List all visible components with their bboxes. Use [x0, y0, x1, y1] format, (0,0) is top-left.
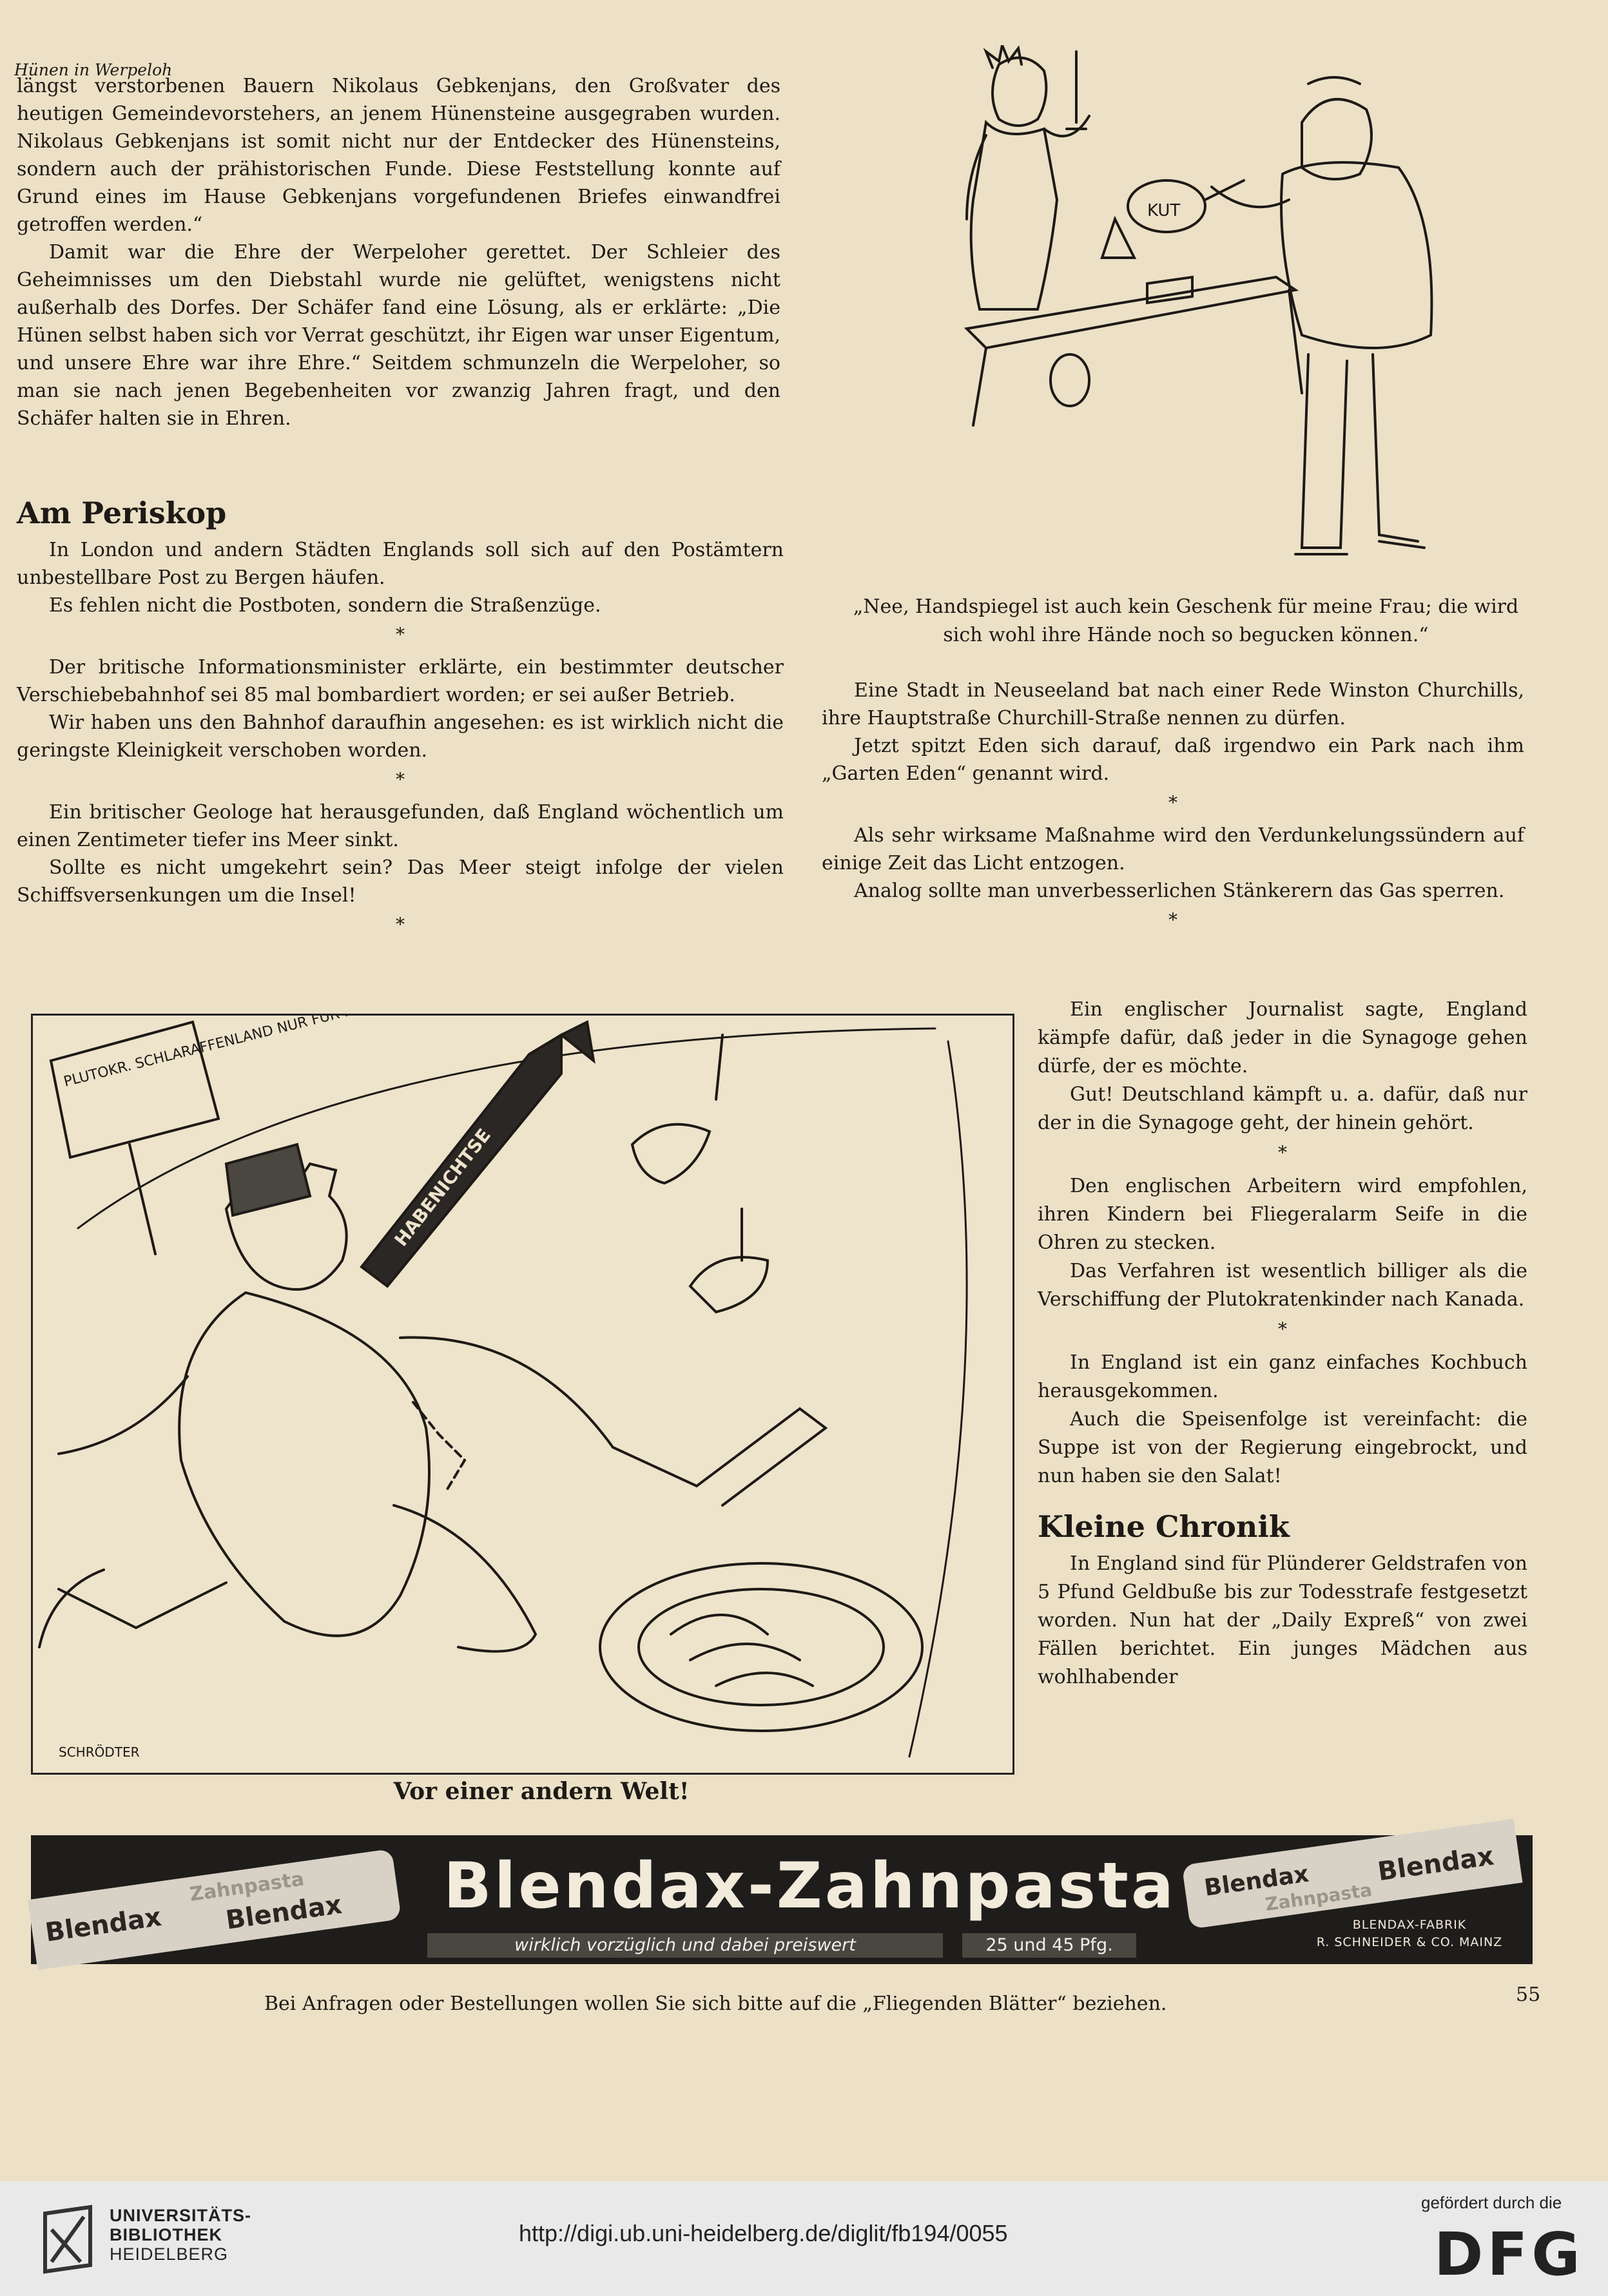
joke-paragraph: Der britische Informationsminister erklärte, ein bestimmter deutscher Verschiebebahnhof sei 85 mal bombardiert worden; er sei außer Betrieb.: [17, 656, 784, 706]
ad-title: Blendax-Zahnpasta: [443, 1849, 1177, 1923]
university-name[interactable]: [110, 2206, 251, 2264]
blendax-advertisement: [31, 1835, 1533, 1964]
story-continuation: [17, 72, 780, 432]
joke-paragraph: In England ist ein ganz einfaches Kochbuch herausgekommen.: [1038, 1351, 1527, 1402]
separator-asterisk: *: [1278, 1318, 1287, 1340]
joke-paragraph: Sollte es nicht umgekehrt sein? Das Meer steigt infolge der vielen Schiffsversenkungen um die Insel!: [17, 856, 784, 907]
tube-brand: Blendax: [224, 1889, 344, 1936]
footer-note: Bei Anfragen oder Bestellungen wollen Sie sich bitte auf die „Fliegenden Blätter“ beziehen.: [264, 1992, 1167, 2015]
separator-asterisk: *: [1168, 909, 1177, 931]
joke-paragraph: Das Verfahren ist wesentlich billiger als die Verschiffung der Plutokratenkinder nach Kanada.: [1038, 1260, 1527, 1311]
ad-subtitle: wirklich vorzüglich und dabei preiswert: [427, 1933, 943, 1958]
university-line: BIBLIOTHEK: [110, 2225, 222, 2244]
tube-word: Zahnpasta: [188, 1867, 306, 1906]
tube-brand: Blendax: [43, 1902, 164, 1948]
joke-paragraph: Als sehr wirksame Maßnahme wird den Verdunkelungssündern auf einige Zeit das Licht entzogen.: [822, 824, 1524, 874]
shop-cartoon-illustration: [838, 45, 1521, 586]
toothpaste-tube-right: [1182, 1818, 1523, 1929]
plutocrat-cartoon: [31, 1014, 1014, 1775]
tube-brand: Blendax: [1203, 1860, 1311, 1902]
dfg-logo[interactable]: DFG: [1434, 2220, 1584, 2289]
plutocrat-sign-text: PLUTOKR. SCHLARAFFENLAND NUR FÜR HABENDE: [62, 1016, 413, 1090]
separator-asterisk: *: [396, 624, 405, 645]
chronik-paragraph: In England sind für Plünderer Geldstrafen von 5 Pfund Geldbuße bis zur Todesstrafe festgesetzt worden. Nun hat der „Daily Expreß“ von zwei Fällen berichtet. Ein junges Mädchen aus wohlhabender: [1038, 1552, 1527, 1688]
right-narrow-column: [1038, 996, 1527, 1692]
joke-paragraph: Es fehlen nicht die Postboten, sondern die Straßenzüge.: [49, 594, 601, 617]
university-line: UNIVERSITÄTS-: [110, 2206, 252, 2225]
story-paragraph: längst verstorbenen Bauern Nikolaus Gebkenjans, den Großvater des heutigen Gemeindevorstehers, an jenem Hünensteine ausgegraben wurden. Nikolaus Gebkenjans ist somit nicht nur der Entdecker des Hünensteins, sondern auch der prähistorischen Funde. Diese Feststellung konnte auf Grund eines im Hause Gebkenjans vorgefundenen Briefes einwandfrei getroffen werden.“: [17, 75, 780, 236]
separator-asterisk: *: [396, 769, 405, 790]
joke-paragraph: Ein englischer Journalist sagte, England kämpfe dafür, daß jeder in die Synagoge gehen dürfe, der es möchte.: [1038, 998, 1527, 1077]
separator-asterisk: *: [1278, 1142, 1287, 1163]
joke-paragraph: Den englischen Arbeitern wird empfohlen, ihren Kindern bei Fliegeralarm Seife in die Ohren zu stecken.: [1038, 1175, 1527, 1254]
joke-paragraph: Jetzt spitzt Eden sich darauf, daß irgendwo ein Park nach ihm „Garten Eden“ genannt wird.: [822, 735, 1524, 785]
story-paragraph: Damit war die Ehre der Werpeloher gerettet. Der Schleier des Geheimnisses um den Diebstahl wurde nie gelüftet, wenigstens nicht außerhalb des Dorfes. Der Schäfer fand eine Lösung, als er erklärte: „Die Hünen selbst haben sich vor Verrat geschützt, ihr Eigen war unser Eigentum, und unsere Ehre war ihre Ehre.“ Seitdem schmunzeln die Werpeloher, so man sie nach jenen Begebenheiten vor zwanzig Jahren fragt, und den Schäfer halten sie in Ehren.: [17, 241, 780, 430]
shop-cartoon-caption: „Nee, Handspiegel ist auch kein Geschenk für meine Frau; die wird sich wohl ihre Hände noch so begucken können.“: [853, 595, 1519, 646]
joke-paragraph: Eine Stadt in Neuseeland bat nach einer Rede Winston Churchills, ihre Hauptstraße Churchill-Straße nennen zu dürfen.: [822, 679, 1524, 729]
running-head: Hünen in Werpeloh: [14, 61, 173, 79]
ad-price: 25 und 45 Pfg.: [962, 1933, 1136, 1958]
joke-paragraph: Wir haben uns den Bahnhof daraufhin angesehen: es ist wirklich nicht die geringste Kleinigkeit verschoben worden.: [17, 711, 784, 762]
toothpaste-tube-left: [28, 1849, 402, 1970]
funded-by-label: gefördert durch die: [1421, 2193, 1562, 2212]
section-heading-chronik: Kleine Chronik: [1038, 1509, 1290, 1544]
separator-asterisk: *: [396, 914, 405, 935]
plutocrat-cartoon-illustration: [33, 1016, 1012, 1773]
library-footer-bar: [0, 2181, 1608, 2296]
maker-line: R. SCHNEIDER & CO. MAINZ: [1316, 1935, 1503, 1949]
joke-paragraph: Auch die Speisenfolge ist vereinfacht: die Suppe ist von der Regierung eingebrockt, und nun haben sie den Salat!: [1038, 1408, 1527, 1487]
permalink-url[interactable]: http://digi.ub.uni-heidelberg.de/diglit/fb194/0055: [519, 2220, 1008, 2246]
bomb-label: HABENICHTSE: [390, 1124, 496, 1251]
university-line: HEIDELBERG: [110, 2244, 229, 2264]
tube-brand: Blendax: [1375, 1841, 1496, 1887]
university-seal-icon: [39, 2201, 97, 2278]
maker-line: BLENDAX-FABRIK: [1352, 1918, 1467, 1932]
periskop-column: [17, 496, 784, 943]
joke-paragraph: Gut! Deutschland kämpft u. a. dafür, daß nur der in die Synagoge geht, der hinein gehört.: [1038, 1083, 1527, 1134]
plate-text: KUT: [1147, 201, 1181, 220]
plutocrat-cartoon-caption: Vor einer andern Welt!: [393, 1778, 690, 1805]
joke-paragraph: In London und andern Städten Englands soll sich auf den Postämtern unbestellbare Post zu Bergen häufen.: [17, 539, 784, 589]
right-jokes-column: [822, 677, 1524, 939]
joke-paragraph: Analog sollte man unverbesserlichen Stänkerern das Gas sperren.: [854, 880, 1505, 902]
tube-word: Zahnpasta: [1264, 1879, 1373, 1916]
artist-signature: SCHRÖDTER: [59, 1744, 140, 1760]
ad-maker: [1303, 1916, 1516, 1951]
page-number: 55: [1516, 1983, 1541, 2006]
joke-paragraph: Ein britischer Geologe hat herausgefunden, daß England wöchentlich um einen Zentimeter tiefer ins Meer sinkt.: [17, 801, 784, 851]
separator-asterisk: *: [1168, 792, 1177, 813]
section-heading-periskop: Am Periskop: [17, 496, 227, 530]
